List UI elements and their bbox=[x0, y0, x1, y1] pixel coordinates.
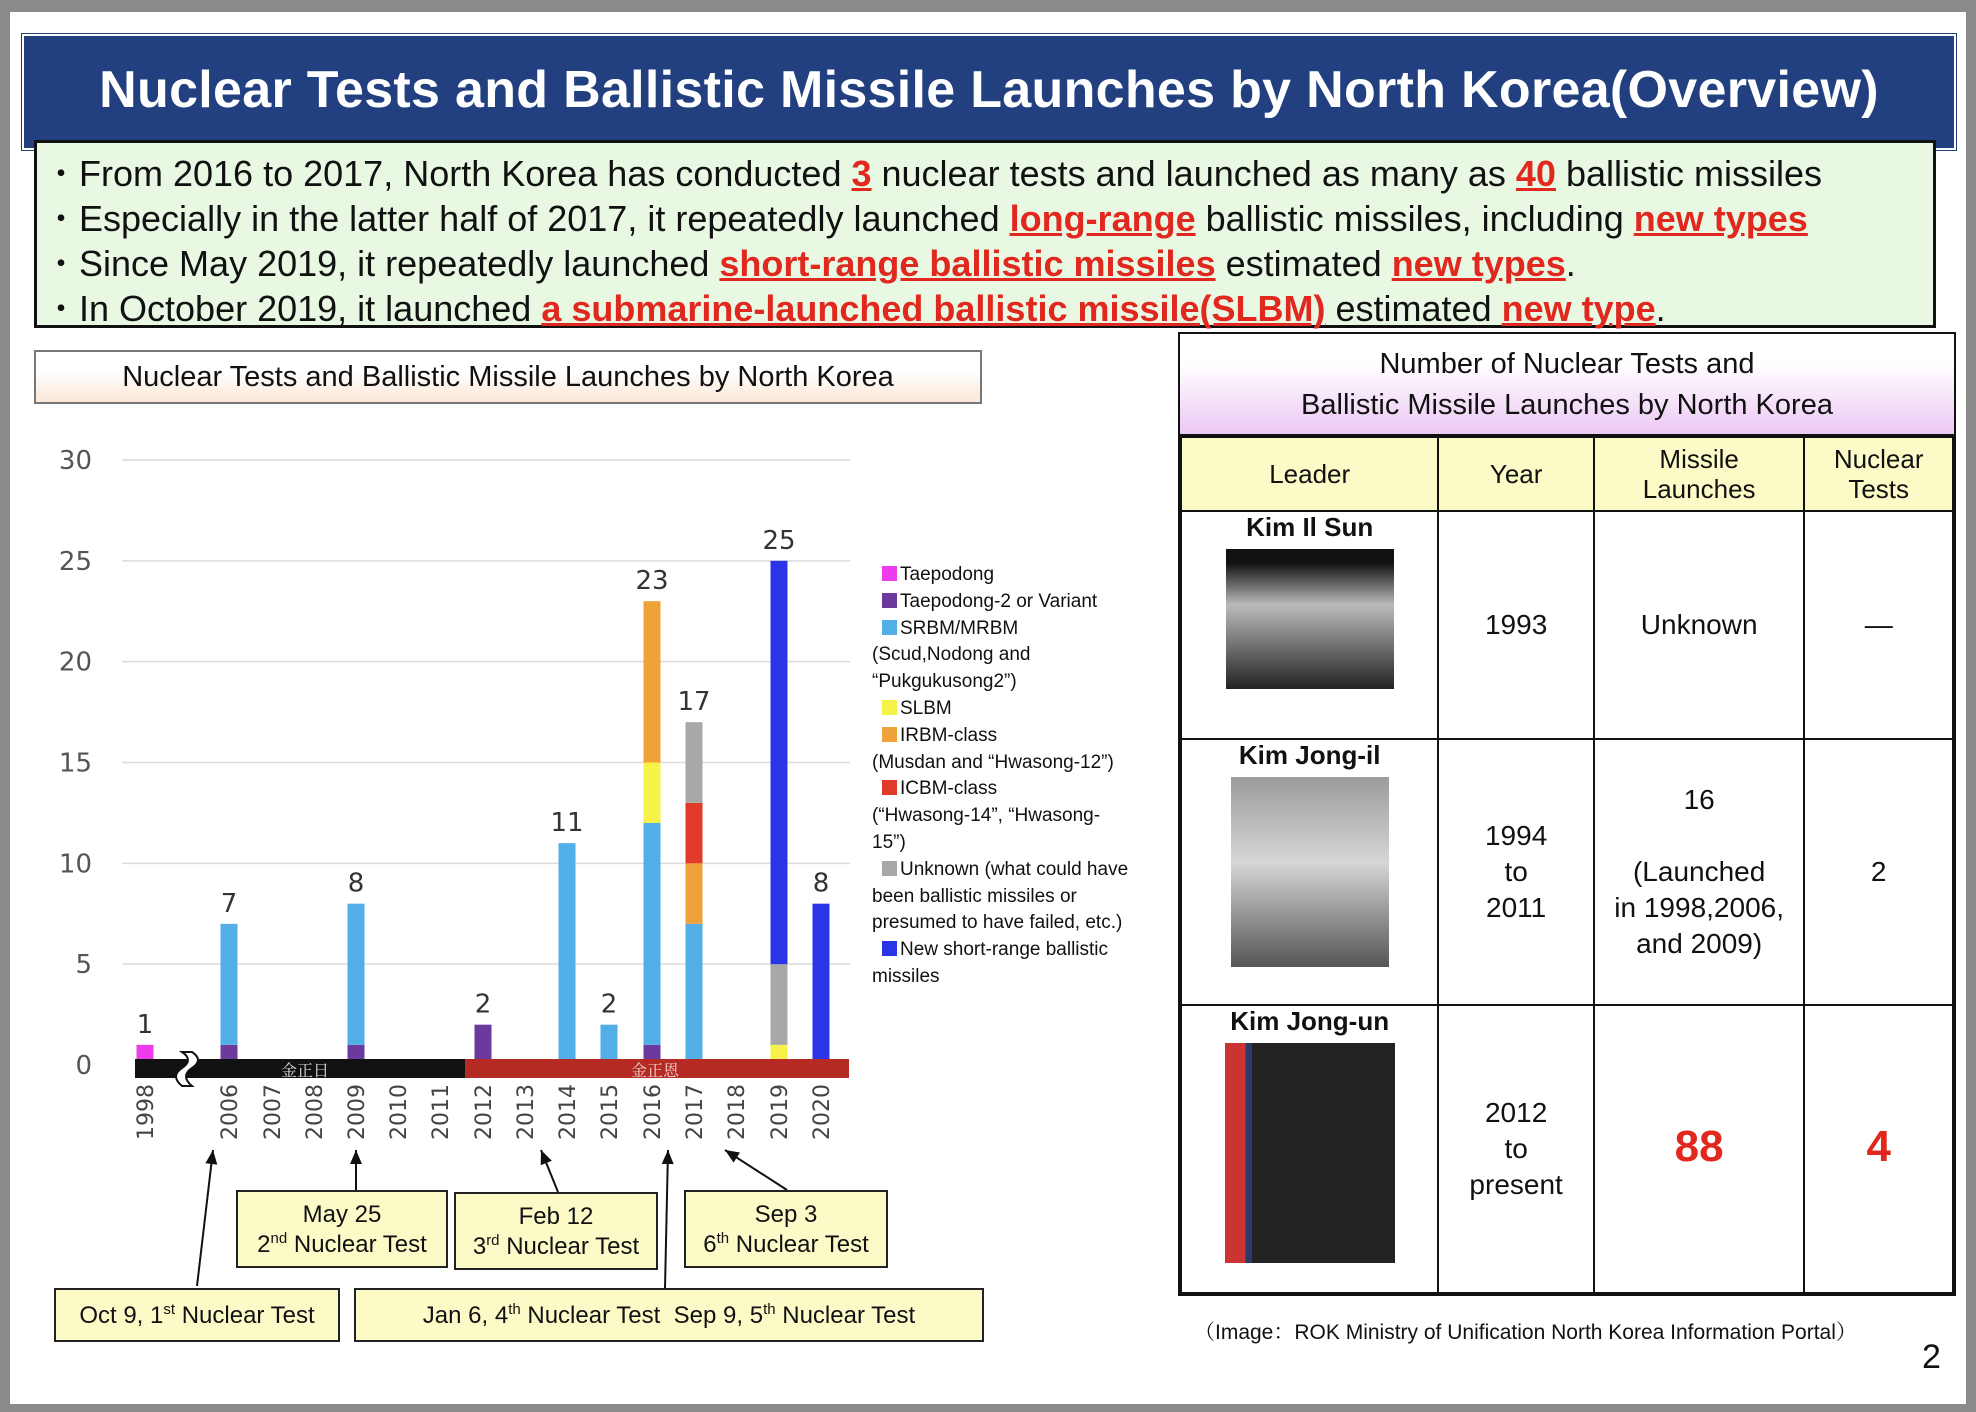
callout-arrow bbox=[197, 1150, 213, 1286]
year-cell: 2012 to present bbox=[1438, 1005, 1594, 1293]
bar-segment bbox=[644, 601, 661, 762]
bullet-text: ・Especially in the latter half of 2017, it repeatedly launched bbox=[43, 198, 1010, 239]
data-label: 8 bbox=[812, 868, 830, 899]
highlight-text: new types bbox=[1391, 243, 1566, 284]
legend-swatch bbox=[882, 941, 897, 956]
bar-segment bbox=[686, 924, 703, 1065]
tests-cell: — bbox=[1804, 511, 1953, 739]
leader-label: 金正恩 bbox=[630, 1061, 680, 1080]
highlight-text: short-range ballistic missiles bbox=[719, 243, 1216, 284]
table-title-line2: Ballistic Missile Launches by North Korea bbox=[1301, 389, 1833, 421]
y-tick-label: 15 bbox=[58, 748, 92, 779]
legend-swatch bbox=[882, 566, 897, 581]
legend-swatch bbox=[882, 620, 897, 635]
arrowhead-icon bbox=[541, 1150, 552, 1165]
data-label: 2 bbox=[600, 989, 618, 1020]
year-cell: 1994 to 2011 bbox=[1438, 739, 1594, 1005]
tests-cell bbox=[1804, 1005, 1953, 1293]
table-header-cell: Missile Launches bbox=[1594, 437, 1804, 511]
legend-item bbox=[872, 562, 1162, 589]
callout-6th-nuclear-test: Sep 3 6th Nuclear Test bbox=[684, 1190, 888, 1268]
legend-swatch bbox=[882, 593, 897, 608]
table-row bbox=[1181, 739, 1953, 1005]
table-header-cell: Nuclear Tests bbox=[1804, 437, 1953, 511]
leader-cell bbox=[1181, 1005, 1438, 1293]
legend-swatch bbox=[882, 861, 897, 876]
legend-item bbox=[872, 723, 1162, 777]
bar-segment bbox=[771, 561, 788, 964]
y-tick-label: 20 bbox=[58, 647, 92, 678]
bar-segment bbox=[601, 1025, 618, 1065]
legend-text: ICBM-class bbox=[872, 776, 1162, 803]
callout-1st-nuclear-test: Oct 9, 1st Nuclear Test bbox=[54, 1288, 340, 1342]
legend-text: Unknown (what could have bbox=[872, 857, 1162, 884]
highlight-text: a submarine-launched ballistic missile(SLBM) bbox=[541, 288, 1326, 329]
table-header-row bbox=[1181, 437, 1953, 511]
page-title: Nuclear Tests and Ballistic Missile Launches by North Korea(Overview) bbox=[99, 61, 1879, 119]
table-header-cell: Year bbox=[1438, 437, 1594, 511]
table-header-cell: Leader bbox=[1181, 437, 1438, 511]
legend-text: missiles bbox=[872, 965, 940, 987]
callout-2nd-nuclear-test: May 25 2nd Nuclear Test bbox=[236, 1190, 448, 1268]
arrowhead-icon bbox=[205, 1150, 217, 1165]
legend-item bbox=[872, 589, 1162, 616]
tests-cell: 2 bbox=[1804, 739, 1953, 1005]
highlight-text: new type bbox=[1501, 288, 1656, 329]
chart-title: Nuclear Tests and Ballistic Missile Launches by North Korea bbox=[34, 350, 982, 404]
table-row bbox=[1181, 511, 1953, 739]
image-caption: （Image：ROK Ministry of Unification North Korea Information Portal） bbox=[1194, 1321, 1857, 1344]
x-tick-label: 2011 bbox=[429, 1084, 454, 1140]
bar-segment bbox=[686, 803, 703, 864]
page-number: 2 bbox=[1922, 1338, 1941, 1376]
y-tick-label: 0 bbox=[75, 1051, 92, 1081]
y-tick-label: 10 bbox=[58, 849, 92, 880]
bar-segment bbox=[686, 863, 703, 924]
launches-cell bbox=[1594, 1005, 1804, 1293]
bar-segment bbox=[348, 904, 365, 1045]
x-tick-label: 2015 bbox=[598, 1084, 623, 1140]
leader-photo bbox=[1226, 549, 1394, 689]
leader-name: Kim Jong-il bbox=[1238, 740, 1381, 770]
y-tick-label: 25 bbox=[58, 546, 92, 577]
data-label: 1 bbox=[136, 1009, 154, 1040]
bullet-text: ・From 2016 to 2017, North Korea has conducted bbox=[43, 153, 852, 194]
legend-text: 15”) bbox=[872, 831, 906, 853]
legend-text: “Pukgukusong2”) bbox=[872, 671, 1017, 693]
leader-cell bbox=[1181, 739, 1438, 1005]
x-tick-label: 2020 bbox=[810, 1084, 835, 1140]
callout-3rd-nuclear-test: Feb 12 3rd Nuclear Test bbox=[454, 1192, 658, 1270]
data-label: 25 bbox=[762, 525, 796, 556]
x-tick-label: 2012 bbox=[472, 1084, 497, 1140]
year-cell: 1993 bbox=[1438, 511, 1594, 739]
bullet-text: . bbox=[1655, 288, 1666, 329]
bullet-text: ・Since May 2019, it repeatedly launched bbox=[43, 243, 720, 284]
legend-text: (“Hwasong-14”, “Hwasong- bbox=[872, 805, 1101, 827]
x-tick-label: 2006 bbox=[218, 1084, 243, 1140]
bullet-text: estimated bbox=[1215, 243, 1392, 284]
callout-arrow bbox=[665, 1150, 668, 1288]
legend-text: Taepodong bbox=[872, 562, 1162, 589]
legend-text: IRBM-class bbox=[872, 723, 1162, 750]
bar-segment bbox=[771, 964, 788, 1045]
highlight-text: 3 bbox=[851, 153, 872, 194]
leader-table bbox=[1178, 332, 1956, 1296]
leader-photo bbox=[1225, 1043, 1395, 1263]
legend-item bbox=[872, 857, 1162, 937]
x-tick-label: 2010 bbox=[387, 1084, 412, 1140]
arrowhead-icon bbox=[725, 1150, 740, 1163]
highlight-number: 4 bbox=[1866, 1121, 1891, 1171]
table-row bbox=[1181, 1005, 1953, 1293]
data-label: 2 bbox=[474, 989, 492, 1020]
callout-4th-5th-nuclear-test: Jan 6, 4th Nuclear Test Sep 9, 5th Nuclear Test bbox=[354, 1288, 984, 1342]
bullet-text: estimated bbox=[1325, 288, 1502, 329]
legend-swatch bbox=[882, 780, 897, 795]
bullet-text: ballistic missiles bbox=[1555, 153, 1822, 194]
x-tick-label: 2014 bbox=[556, 1084, 581, 1140]
legend-text: SRBM/MRBM bbox=[872, 616, 1162, 643]
legend-item bbox=[872, 696, 1162, 723]
legend-text: been ballistic missiles or bbox=[872, 885, 1077, 907]
x-tick-label: 2008 bbox=[303, 1084, 328, 1140]
leader-photo bbox=[1231, 777, 1389, 967]
leader-name: Kim Jong-un bbox=[1230, 1006, 1390, 1036]
highlight-text: 40 bbox=[1515, 153, 1556, 194]
leader-cell bbox=[1181, 511, 1438, 739]
bullet-text: ballistic missiles, including bbox=[1195, 198, 1634, 239]
legend-swatch bbox=[882, 700, 897, 715]
legend-item bbox=[872, 616, 1162, 696]
legend-text: New short-range ballistic bbox=[872, 937, 1162, 964]
x-tick-label: 2013 bbox=[514, 1084, 539, 1140]
bar-segment bbox=[221, 924, 238, 1045]
legend-item bbox=[872, 776, 1162, 856]
legend-text: (Musdan and “Hwasong-12”) bbox=[872, 751, 1114, 773]
bullet-text: nuclear tests and launched as many as bbox=[871, 153, 1516, 194]
legend-text: SLBM bbox=[872, 696, 1162, 723]
x-tick-label: 2016 bbox=[641, 1084, 666, 1140]
leader-label: 金正日 bbox=[280, 1061, 330, 1080]
highlight-text: long-range bbox=[1009, 198, 1196, 239]
y-tick-label: 5 bbox=[75, 950, 92, 981]
chart-legend bbox=[872, 562, 1162, 991]
legend-swatch bbox=[882, 727, 897, 742]
legend-text: Taepodong-2 or Variant bbox=[872, 589, 1162, 616]
data-label: 11 bbox=[550, 808, 584, 839]
arrowhead-icon bbox=[350, 1150, 362, 1164]
arrowhead-icon bbox=[662, 1150, 674, 1164]
x-tick-label: 1998 bbox=[134, 1084, 159, 1140]
highlight-text: new types bbox=[1633, 198, 1808, 239]
legend-text: presumed to have failed, etc.) bbox=[872, 912, 1123, 934]
bar-segment bbox=[644, 763, 661, 824]
leader-name: Kim Il Sun bbox=[1246, 512, 1374, 542]
legend-item bbox=[872, 937, 1162, 991]
highlight-number: 88 bbox=[1674, 1121, 1724, 1171]
legend-text: (Scud,Nodong and bbox=[872, 644, 1031, 666]
x-tick-label: 2019 bbox=[768, 1084, 793, 1140]
x-tick-label: 2009 bbox=[345, 1084, 370, 1140]
bar-segment bbox=[559, 843, 576, 1065]
bar-segment bbox=[813, 904, 830, 1065]
launches-cell: 16 (Launched in 1998,2006, and 2009) bbox=[1594, 739, 1804, 1005]
data-label: 7 bbox=[220, 888, 238, 919]
y-tick-label: 30 bbox=[58, 446, 92, 476]
x-tick-label: 2018 bbox=[725, 1084, 750, 1140]
table-title-line1: Number of Nuclear Tests and bbox=[1379, 348, 1755, 380]
bar-segment bbox=[686, 722, 703, 803]
bullet-text: . bbox=[1565, 243, 1576, 284]
table-title bbox=[1180, 334, 1954, 436]
data-label: 23 bbox=[635, 566, 669, 597]
data-label: 17 bbox=[677, 687, 711, 718]
bar-segment bbox=[644, 823, 661, 1045]
x-tick-label: 2017 bbox=[683, 1084, 708, 1140]
bullet-text: ・In October 2019, it launched bbox=[43, 288, 542, 329]
bar-segment bbox=[475, 1025, 492, 1065]
data-label: 8 bbox=[347, 868, 365, 899]
launches-cell: Unknown bbox=[1594, 511, 1804, 739]
x-tick-label: 2007 bbox=[261, 1084, 286, 1140]
